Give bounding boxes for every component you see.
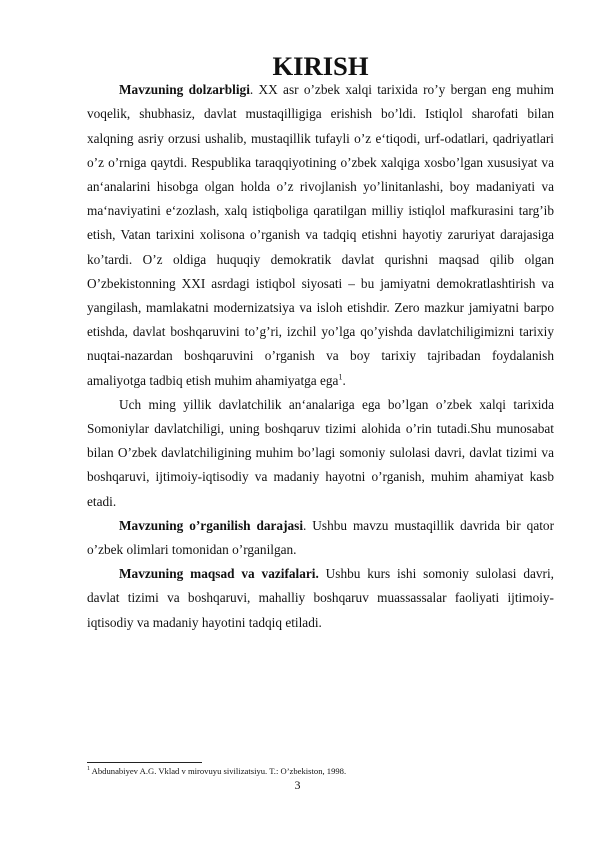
footnote <box>87 766 554 777</box>
footnote-text: Abdunabiyev A.G. Vklad v mirovuyu sivilizatsiyu. T.: O’zbekiston, 1998. <box>90 766 347 776</box>
relevance-end: . <box>342 372 346 388</box>
paragraph-goals <box>87 562 554 635</box>
goals-text: Ushbu kurs ishi somoniy sulolasi davri, davlat tizimi va boshqaruvi, mahalliy boshqaruv muassassalar faoliyati ijtimoiy-iqtisodiy va madaniy hayotini tadqiq etiladi. <box>87 566 554 630</box>
page-number: 3 <box>294 778 301 792</box>
main-content <box>87 51 555 635</box>
paragraph-study-level <box>87 514 554 562</box>
samanid-text: Uch ming yillik davlatchilik an‘analariga ega bo’lgan o’zbek xalqi tarixida Somoniylar davlatchiligi, uning boshqaruv tizimi alohida o’rin tutadi.Shu munosabat bilan O’zbek davlatchiligining muhim bo’lagi somoniy sulolasi davri, davlat tizimi va boshqaruvi, ijtimoiy-iqtisodiy va madaniy hayotni o’rganish, muhim ahamiyat kasb etadi. <box>87 396 554 509</box>
study-level-text: . Ushbu mavzu mustaqillik davrida bir qator o’zbek olimlari tomonidan o’rganilgan. <box>87 517 554 558</box>
footnote-divider <box>87 762 202 763</box>
relevance-text: . XX asr o’zbek xalqi tarixida ro’y bergan eng muhim voqelik, shubhasiz, davlat mustaqilligiga erishish bo’ldi. Istiqlol sharofati bilan xalqning asriy orzusi ushalib, mustaqillik tufayli o’z e‘tiqodi, urf-odatlari, qadriyatlari o’z o’rniga qaytdi. Respublika taraqqiyotining o’zbek xalqiga xosbo’lgan xususiyat va an‘analarini hisobga olgan holda o’z rivojlanish yo’linitanlashi, boy madaniyati va ma‘naviyatini e‘zozlash, xalq istiqboliga qaratilgan milliy istiqlol mafkurasini targ’ib etish, Vatan tarixini xolisona o’rganish va tadqiq etishni hayotiy zaruriyat darajasiga ko’tardi. O’z oldiga huquqiy demokratik davlat qurishni maqsad qilib olgan O’zbekistonning XXI asrdagi istiqbol siyosati – bu jamiyatni demokratlashtirish va yangilash, mamlakatni modernizatsiya va isloh etishdir. Zero mazkur jamiyatni barpo etishda, davlat boshqaruvini to’g’ri, izchil yo’lga qo’yishda davlatchiligimizni tarixiy nuqtai-nazardan boshqaruvini o’rganish va boy tarixiy tajribadan foydalanish amaliyotga tadbiq etish muhim ahamiyatga ega <box>87 82 555 388</box>
footnote-reference[interactable]: 1 <box>338 372 343 382</box>
footnote-marker: 1 <box>87 766 90 773</box>
page-title: KIRISH <box>272 51 369 81</box>
paragraph-samanid-statehood <box>87 393 554 514</box>
relevance-heading: Mavzuning dolzarbligi <box>119 82 250 98</box>
goals-heading: Mavzuning maqsad va vazifalari. <box>119 566 319 582</box>
paragraph-relevance <box>87 78 554 393</box>
study-level-heading: Mavzuning o’rganilish darajasi <box>119 517 304 533</box>
